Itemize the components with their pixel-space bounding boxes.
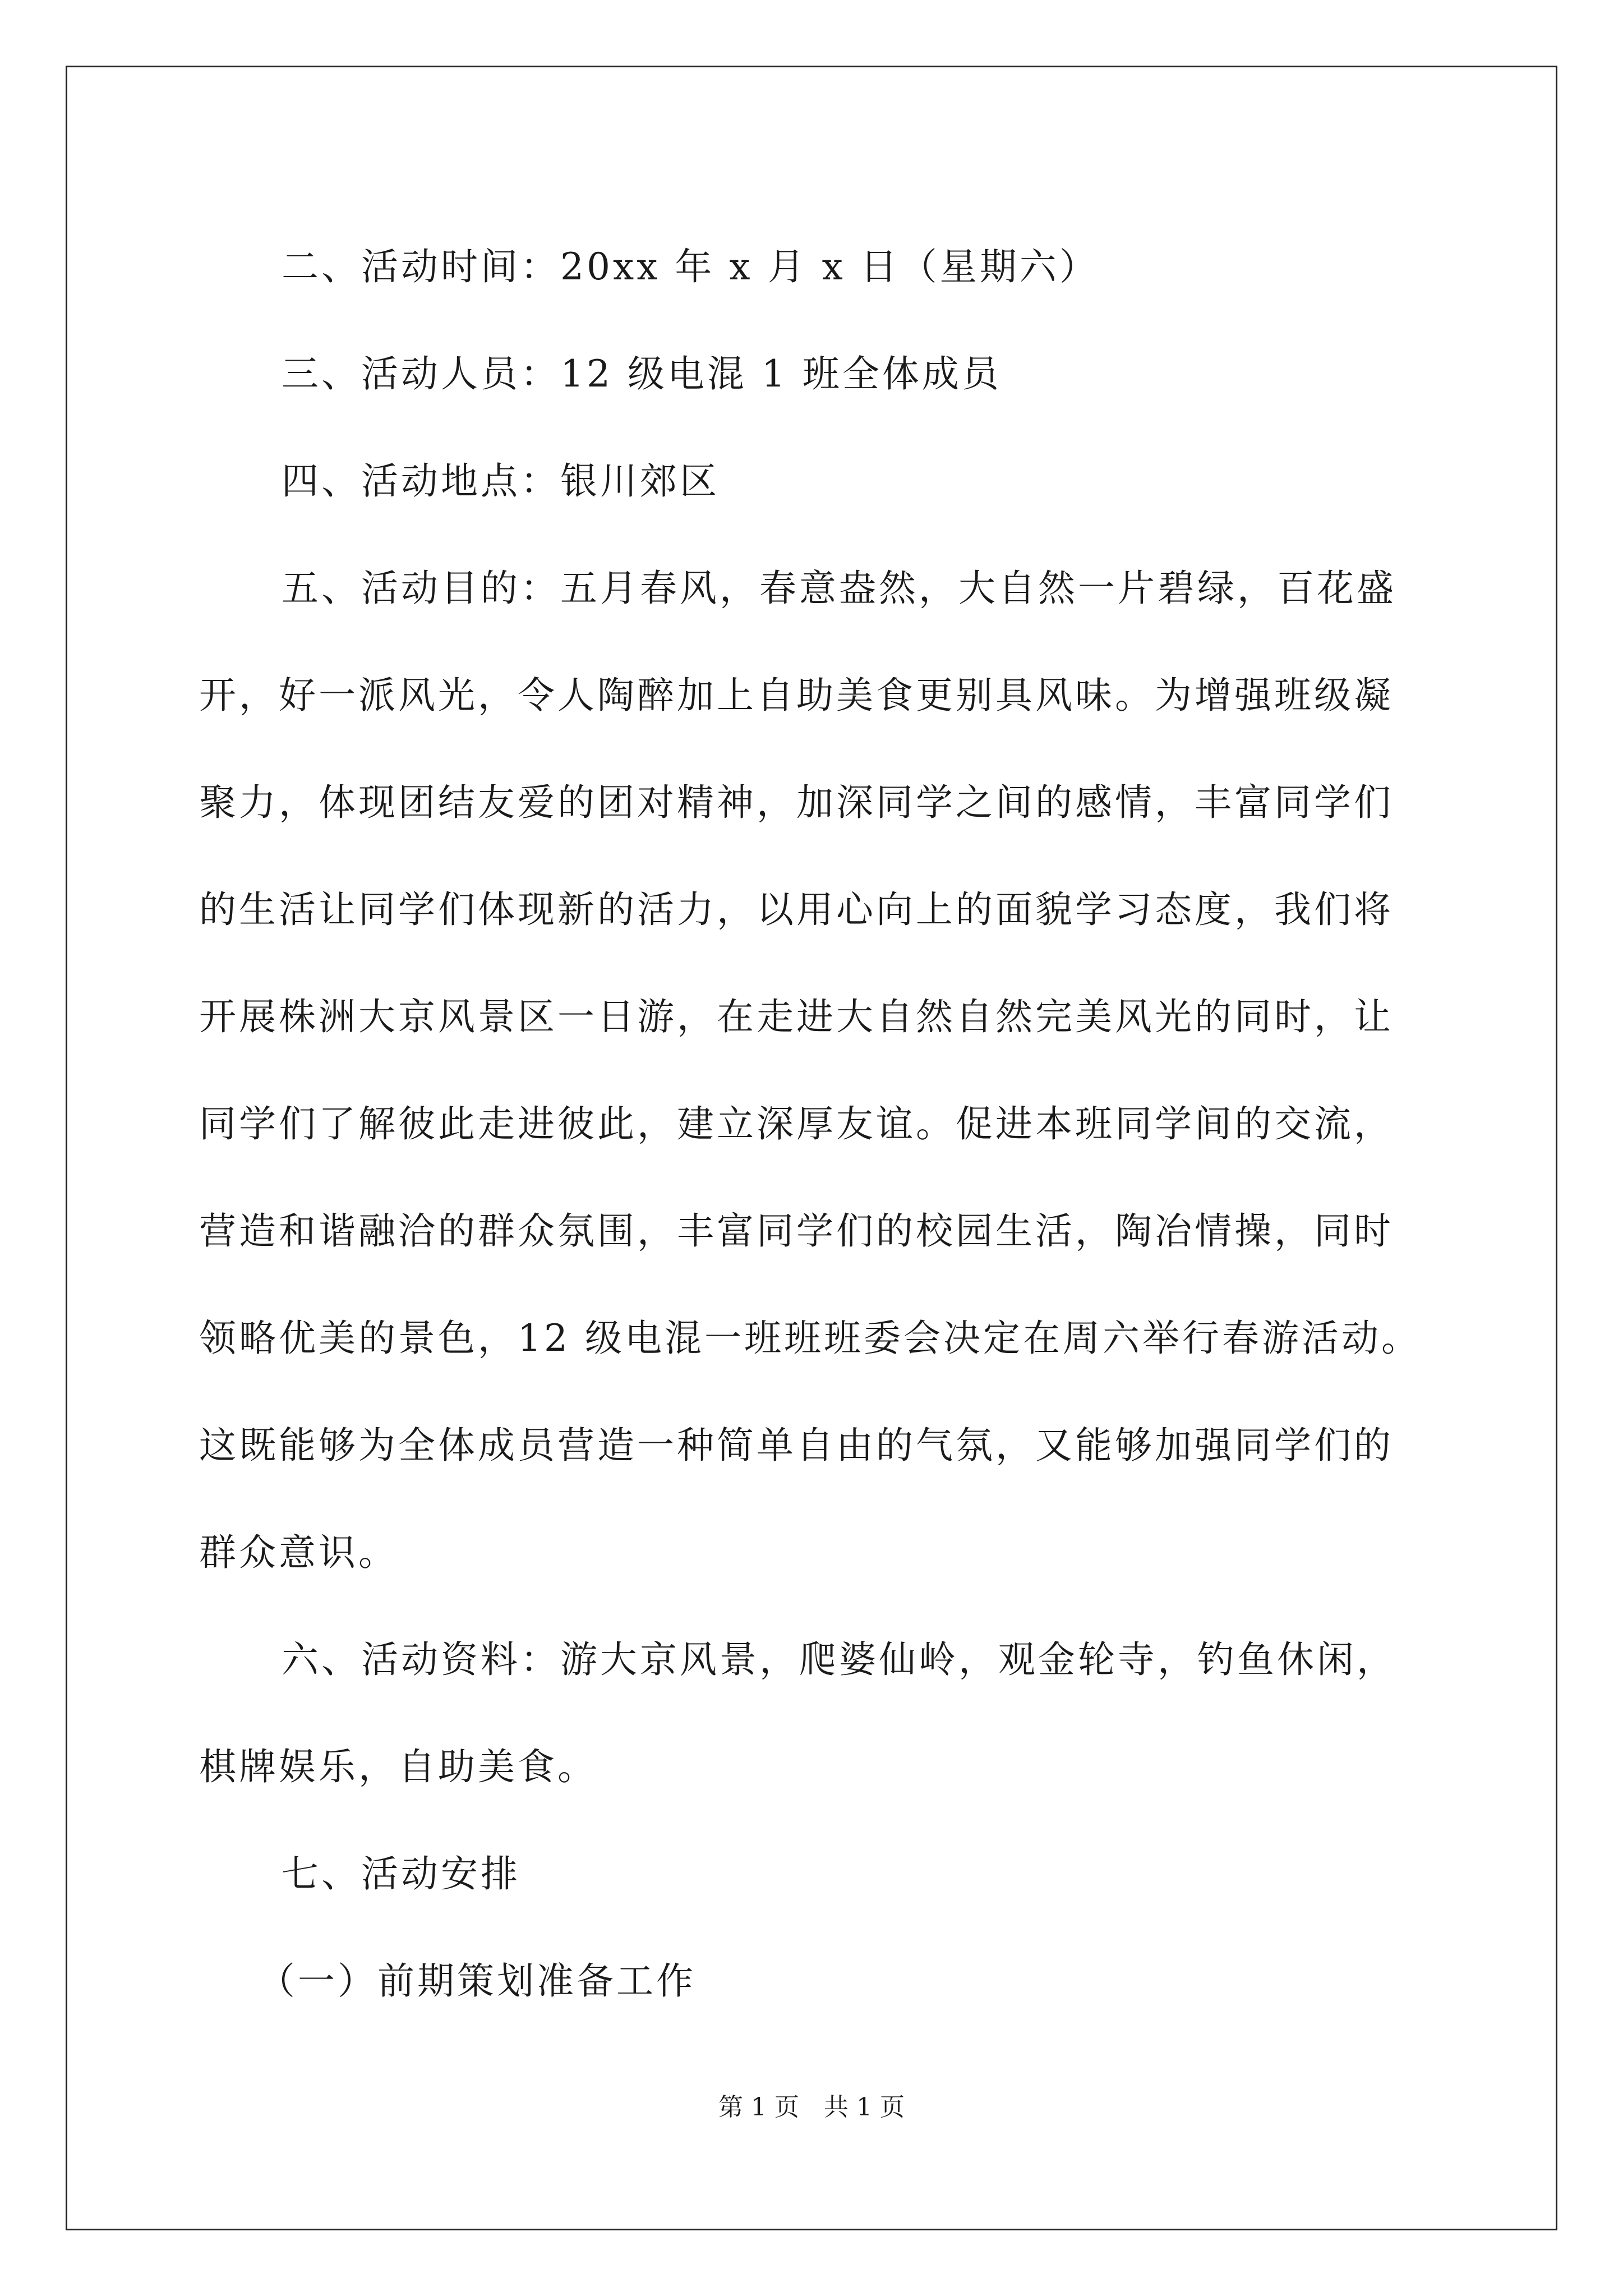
section-purpose xyxy=(199,535,1483,1606)
paragraph-line: 同学们了解彼此走进彼此，建立深厚友谊。促进本班同学间的交流， xyxy=(199,1102,1394,1145)
paragraph-line: 聚力，体现团结友爱的团对精神，加深同学之间的感情，丰富同学们 xyxy=(199,781,1394,824)
paragraph-line: 四、活动地点：银川郊区 xyxy=(282,459,720,503)
section-members xyxy=(199,320,1483,427)
page-number-footer: 第 1 页 共 1 页 xyxy=(718,2093,905,2122)
paragraph-line: 开展株洲大京风景区一日游，在走进大自然自然完美风光的同时，让 xyxy=(199,995,1394,1038)
paragraph-line: 这既能够为全体成员营造一种简单自由的气氛，又能够加强同学们的 xyxy=(199,1424,1394,1467)
section-time xyxy=(199,213,1483,320)
paragraph-line: 营造和谐融洽的群众氛围，丰富同学们的校园生活，陶冶情操，同时 xyxy=(199,1209,1394,1253)
paragraph-line: 的生活让同学们体现新的活力，以用心向上的面貌学习态度，我们将 xyxy=(199,888,1394,931)
paragraph-line: 六、活动资料：游大京风景，爬婆仙岭，观金轮寺，钓鱼休闲， xyxy=(282,1638,1396,1681)
paragraph-line: 领略优美的景色，12 级电混一班班班委会决定在周六举行春游活动。 xyxy=(199,1317,1421,1360)
paragraph-line: 七、活动安排 xyxy=(282,1852,520,1895)
paragraph-line: 棋牌娱乐，自助美食。 xyxy=(199,1745,597,1788)
paragraph-line: 五、活动目的：五月春风，春意盎然，大自然一片碧绿，百花盛 xyxy=(282,567,1396,610)
paragraph-line: 二、活动时间：20xx 年 x 月 x 日（星期六） xyxy=(282,245,1099,288)
document-body xyxy=(199,213,1483,2035)
paragraph-line: 三、活动人员：12 级电混 1 班全体成员 xyxy=(282,352,1002,395)
section-content xyxy=(199,1606,1483,1820)
section-arrangement xyxy=(199,1820,1483,1927)
section-location xyxy=(199,427,1483,535)
sub-heading: （一）前期策划准备工作 xyxy=(258,1959,696,2003)
paragraph-line: 群众意识。 xyxy=(199,1531,398,1574)
paragraph-line: 开，好一派风光，令人陶醉加上自助美食更别具风味。为增强班级凝 xyxy=(199,674,1394,717)
